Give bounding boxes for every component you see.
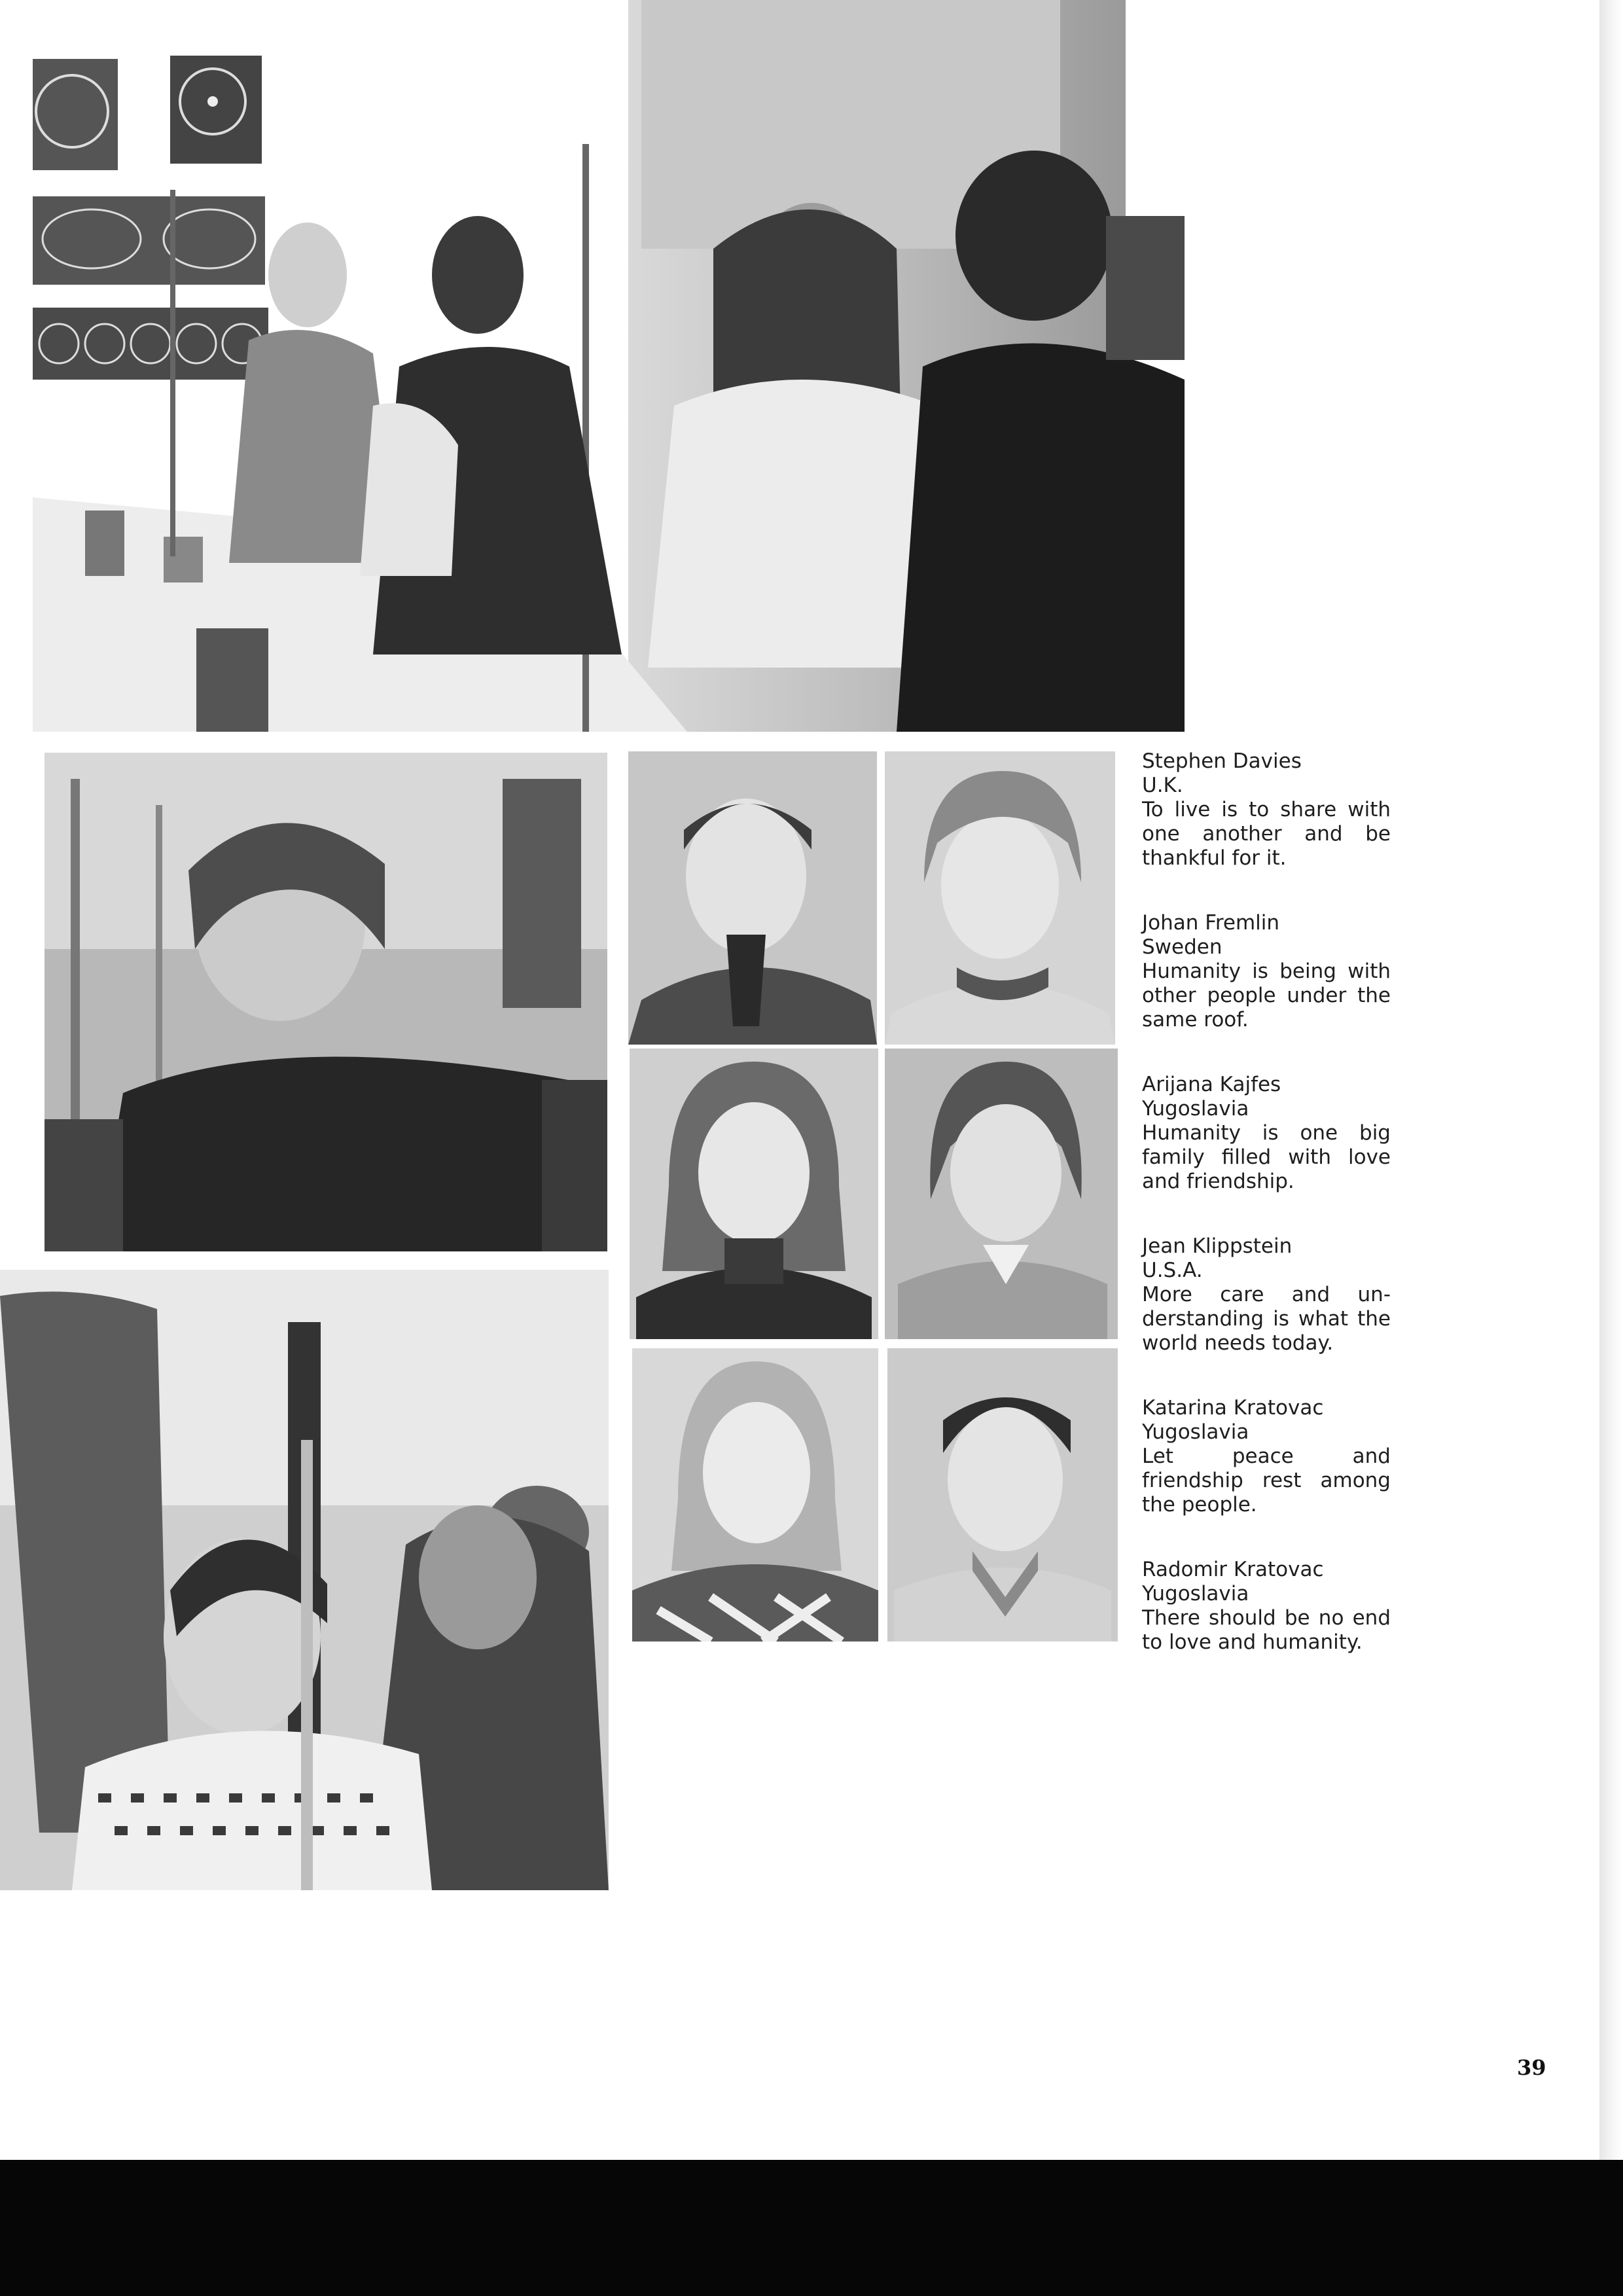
- student-country: Yugoslavia: [1142, 1582, 1249, 1605]
- student-quote: There should be no end to love and humanity.: [1142, 1606, 1391, 1654]
- portrait-katarina-kratovac: [632, 1348, 878, 1641]
- page-number: 39: [1517, 2055, 1546, 2080]
- student-quote: Humanity is one big family filled with love and friendship.: [1142, 1121, 1391, 1193]
- student-captions: [1142, 749, 1391, 1695]
- caption-entry: [1142, 1558, 1391, 1655]
- student-country: Yugoslavia: [1142, 1420, 1249, 1444]
- caption-entry: [1142, 749, 1391, 870]
- lab-boy-photo: [0, 1270, 609, 1890]
- student-name: Katarina Kratovac: [1142, 1396, 1324, 1420]
- scan-edge-shadow: [1599, 0, 1623, 2160]
- student-country: Yugoslavia: [1142, 1097, 1249, 1121]
- student-country: U.S.A.: [1142, 1259, 1203, 1282]
- student-name: Radomir Kratovac: [1142, 1558, 1324, 1581]
- student-quote: To live is to share with one another and be thankful for it.: [1142, 798, 1391, 870]
- scan-background-strip: [0, 2160, 1623, 2296]
- student-name: Stephen Davies: [1142, 749, 1302, 773]
- caption-entry: [1142, 911, 1391, 1032]
- student-quote: Humanity is being with other people under the same roof.: [1142, 960, 1391, 1031]
- lab-group-photo: [33, 0, 1185, 732]
- student-country: Sweden: [1142, 935, 1222, 959]
- student-name: Jean Klippstein: [1142, 1234, 1293, 1258]
- caption-entry: [1142, 1396, 1391, 1517]
- lab-student-photo: [45, 753, 607, 1251]
- caption-entry: [1142, 1234, 1391, 1355]
- portrait-stephen-davies: [628, 751, 877, 1045]
- student-quote: More care and un-derstanding is what the world needs today.: [1142, 1283, 1391, 1355]
- portrait-arijana-kajfes: [630, 1049, 878, 1339]
- portrait-johan-fremlin: [885, 751, 1115, 1045]
- caption-entry: [1142, 1073, 1391, 1194]
- portrait-radomir-kratovac: [887, 1348, 1118, 1641]
- student-name: Arijana Kajfes: [1142, 1073, 1281, 1096]
- student-country: U.K.: [1142, 774, 1183, 797]
- student-quote: Let peace and friendship rest among the people.: [1142, 1444, 1391, 1516]
- portrait-jean-klippstein: [885, 1049, 1118, 1339]
- student-name: Johan Fremlin: [1142, 911, 1280, 935]
